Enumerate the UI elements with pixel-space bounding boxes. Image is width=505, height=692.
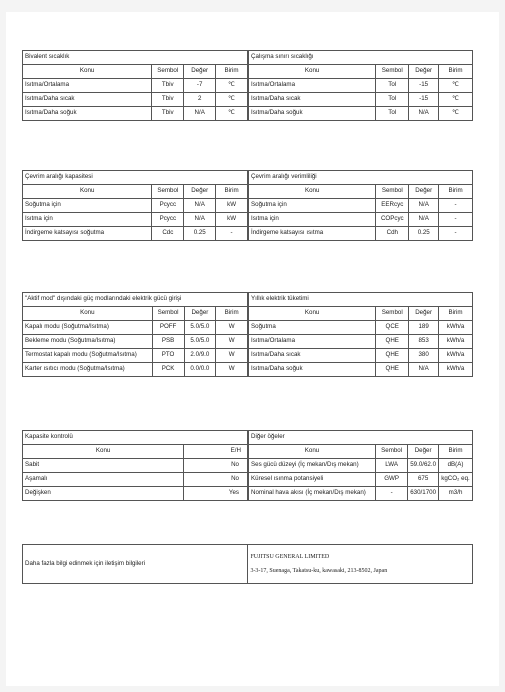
capacity-control-table (22, 430, 248, 501)
cell: ℃ (439, 107, 473, 121)
header-cell: Birim (439, 185, 473, 199)
header-cell: Birim (439, 445, 473, 459)
cell: PTO (152, 349, 184, 363)
cell: 0.0/0.0 (184, 363, 216, 377)
cell: EERcyc (376, 199, 409, 213)
annual-consumption-table (248, 292, 473, 377)
cell: PSB (152, 335, 184, 349)
header-cell: Değer (184, 185, 216, 199)
cell: GWP (376, 473, 408, 487)
table-row (249, 473, 473, 487)
cell: N/A (184, 107, 216, 121)
contact-details (248, 545, 473, 584)
cell: Cdh (376, 227, 409, 241)
cell: kWh/a (439, 321, 473, 335)
cell: N/A (184, 199, 216, 213)
cell: kgCO₂ eq. (439, 473, 473, 487)
cell: Tol (376, 79, 409, 93)
table-row (249, 459, 473, 473)
header-cell: Konu (23, 65, 152, 79)
cell: Isıtma/Ortalama (249, 335, 376, 349)
cell: 59.0/62.0 (408, 459, 439, 473)
header-cell: E/H (184, 445, 248, 459)
table-row (249, 93, 473, 107)
cell: Isıtma/Daha sıcak (23, 93, 152, 107)
table-row (249, 363, 473, 377)
cell: Tbiv (152, 79, 184, 93)
cell: İndirgeme katsayısı ısıtma (249, 227, 376, 241)
table-row (23, 459, 248, 473)
table-title: Yıllık elektrik tüketimi (249, 293, 473, 307)
table-row (249, 227, 473, 241)
other-items-table (248, 430, 473, 501)
cell: Küresel ısınma potansiyeli (249, 473, 376, 487)
cell: LWA (376, 459, 408, 473)
cell: kWh/a (439, 363, 473, 377)
header-cell: Konu (249, 307, 376, 321)
cell: 2 (184, 93, 216, 107)
cell: Pcycc (152, 199, 184, 213)
table-row (249, 213, 473, 227)
table-row (23, 227, 248, 241)
table-title: Bivalent sıcaklık (23, 51, 248, 65)
header-cell: Konu (23, 185, 152, 199)
table-title: Çalışma sınırı sıcaklığı (249, 51, 473, 65)
cell: W (216, 335, 248, 349)
cell: ℃ (216, 79, 248, 93)
cell: PCK (152, 363, 184, 377)
header-cell: Değer (184, 307, 216, 321)
cell: ℃ (439, 93, 473, 107)
company-name: FUJITSU GENERAL LIMITED (250, 554, 330, 560)
cell: - (439, 213, 473, 227)
header-cell: Konu (23, 445, 184, 459)
cell: - (439, 199, 473, 213)
cell: N/A (409, 199, 439, 213)
header-cell: Değer (184, 65, 216, 79)
cell: COPcyc (376, 213, 409, 227)
power-input-table (22, 292, 248, 377)
cell: QHE (376, 349, 409, 363)
table-row (23, 93, 248, 107)
cell: Kapalı modu (Soğutma/Isıtma) (23, 321, 153, 335)
cell: Karter ısıtıcı modu (Soğutma/Isıtma) (23, 363, 153, 377)
cell: Cdc (152, 227, 184, 241)
cell: ℃ (439, 79, 473, 93)
cell: -7 (184, 79, 216, 93)
cell: Tbiv (152, 107, 184, 121)
cell: İndirgeme katsayısı soğutma (23, 227, 152, 241)
table-row (23, 107, 248, 121)
header-cell: Değer (409, 185, 439, 199)
cell: ℃ (216, 93, 248, 107)
cell: Isıtma için (249, 213, 376, 227)
table-title: Kapasite kontrolü (23, 431, 248, 445)
cycle-efficiency-table (248, 170, 473, 241)
header-cell: Konu (23, 307, 153, 321)
cell: Soğutma için (249, 199, 376, 213)
cell: W (216, 363, 248, 377)
cell: Tbiv (152, 93, 184, 107)
cell: Isıtma/Daha soğuk (23, 107, 152, 121)
cell: Isıtma/Daha sıcak (249, 93, 376, 107)
cell: 853 (409, 335, 439, 349)
header-cell: Sembol (376, 65, 409, 79)
cell: 0.25 (409, 227, 439, 241)
cell: 2.0/9.0 (184, 349, 216, 363)
cell: Isıtma için (23, 213, 152, 227)
cell: No (184, 473, 248, 487)
header-cell: Sembol (152, 185, 184, 199)
cell: QHE (376, 363, 409, 377)
table-title: "Aktif mod" dışındaki güç modlarındaki elektrik gücü girişi (23, 293, 248, 307)
contact-table (22, 544, 473, 584)
cell: 675 (408, 473, 439, 487)
header-cell: Birim (439, 65, 473, 79)
cell: kW (216, 199, 248, 213)
cell: Isıtma/Ortalama (249, 79, 376, 93)
cell: 5.0/5.0 (184, 335, 216, 349)
cell: W (216, 349, 248, 363)
header-cell: Birim (216, 185, 248, 199)
header-cell: Değer (409, 65, 439, 79)
table-title: Diğer öğeler (249, 431, 473, 445)
cell: Pcycc (152, 213, 184, 227)
cell: - (216, 227, 248, 241)
header-cell: Değer (409, 307, 439, 321)
cell: Isıtma/Daha soğuk (249, 363, 376, 377)
table-row (249, 107, 473, 121)
cell: Termostat kapalı modu (Soğutma/Isıtma) (23, 349, 153, 363)
header-cell: Konu (249, 445, 376, 459)
cell: - (376, 487, 408, 501)
cell: 5.0/5.0 (184, 321, 216, 335)
cell: -15 (409, 79, 439, 93)
cell: Bekleme modu (Soğutma/Isıtma) (23, 335, 153, 349)
cycle-capacity-table (22, 170, 248, 241)
header-cell: Konu (249, 65, 376, 79)
table-row (23, 487, 248, 501)
cell: 630/1700 (408, 487, 439, 501)
cell: N/A (409, 107, 439, 121)
table-row (249, 79, 473, 93)
cell: QHE (376, 335, 409, 349)
cell: W (216, 321, 248, 335)
table-row (23, 321, 248, 335)
cell: N/A (409, 363, 439, 377)
cell: Nominal hava akısı (İç mekan/Dış mekan) (249, 487, 376, 501)
cell: -15 (409, 93, 439, 107)
table-title: Çevrim aralığı verimliliği (249, 171, 473, 185)
cell: m3/h (439, 487, 473, 501)
cell: N/A (409, 213, 439, 227)
contact-label: Daha fazla bilgi edinmek için iletişim bilgileri (23, 545, 248, 584)
cell: No (184, 459, 248, 473)
cell: Sabit (23, 459, 184, 473)
table-row (23, 213, 248, 227)
cell: Isıtma/Daha soğuk (249, 107, 376, 121)
table-row (23, 349, 248, 363)
cell: Soğutma (249, 321, 376, 335)
cell: 0.25 (184, 227, 216, 241)
cell: N/A (184, 213, 216, 227)
header-cell: Sembol (376, 185, 409, 199)
header-cell: Sembol (152, 65, 184, 79)
table-row (23, 335, 248, 349)
cell: 380 (409, 349, 439, 363)
cell: kWh/a (439, 335, 473, 349)
cell: kW (216, 213, 248, 227)
header-cell: Sembol (152, 307, 184, 321)
cell: Aşamalı (23, 473, 184, 487)
cell: dB(A) (439, 459, 473, 473)
cell: 189 (409, 321, 439, 335)
operating-limit-table (248, 50, 473, 121)
cell: Tol (376, 93, 409, 107)
cell: Yes (184, 487, 248, 501)
table-row (249, 487, 473, 501)
cell: kWh/a (439, 349, 473, 363)
cell: Isıtma/Ortalama (23, 79, 152, 93)
cell: POFF (152, 321, 184, 335)
table-title: Çevrim aralığı kapasitesi (23, 171, 248, 185)
header-cell: Konu (249, 185, 376, 199)
header-cell: Sembol (376, 445, 408, 459)
cell: Ses gücü düzeyi (İç mekan/Dış mekan) (249, 459, 376, 473)
cell: Isıtma/Daha sıcak (249, 349, 376, 363)
table-row (249, 199, 473, 213)
company-address: 3-3-17, Suenaga, Takatsu-ku, kawasaki, 213-8502, Japan (250, 568, 388, 574)
header-cell: Sembol (376, 307, 409, 321)
header-cell: Birim (216, 65, 248, 79)
document-page (6, 12, 499, 686)
table-row (23, 199, 248, 213)
cell: Tol (376, 107, 409, 121)
table-row (249, 349, 473, 363)
table-row (249, 321, 473, 335)
cell: ℃ (216, 107, 248, 121)
header-cell: Değer (408, 445, 439, 459)
bivalent-table (22, 50, 248, 121)
header-cell: Birim (439, 307, 473, 321)
cell: Değişken (23, 487, 184, 501)
cell: QCE (376, 321, 409, 335)
header-cell: Birim (216, 307, 248, 321)
table-row (249, 335, 473, 349)
cell: - (439, 227, 473, 241)
table-row (23, 79, 248, 93)
table-row (23, 473, 248, 487)
cell: Soğutma için (23, 199, 152, 213)
table-row (23, 363, 248, 377)
